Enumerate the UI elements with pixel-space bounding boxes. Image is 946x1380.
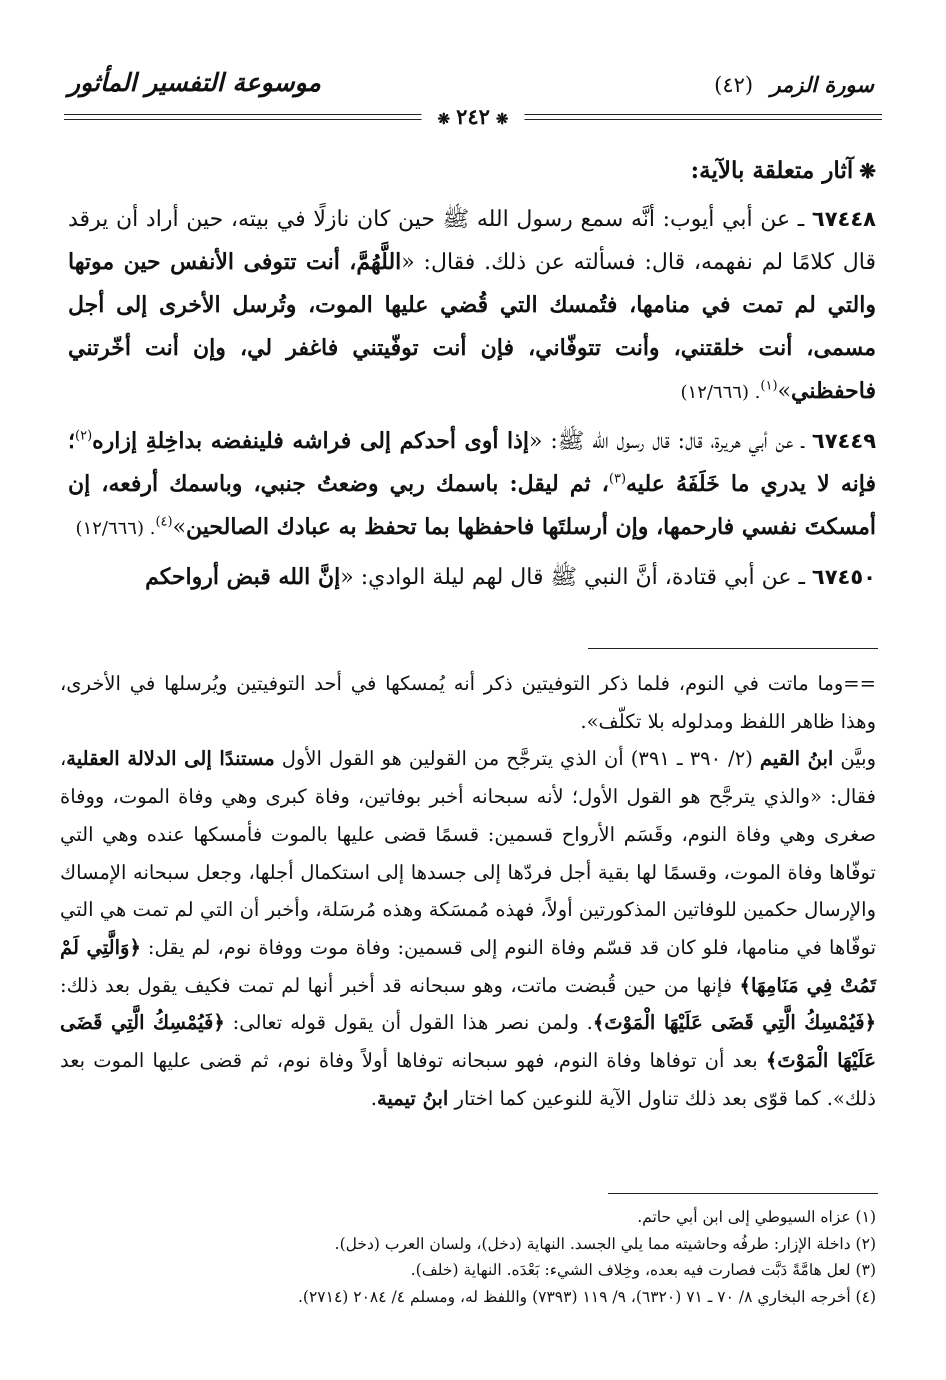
main-text bbox=[68, 150, 876, 605]
footnote: (٤) أخرجه البخاري ٨/ ٧٠ ـ ٧١ (٦٣٢٠)، ٩/ ١١٩ (٧٣٩٣) واللفظ له، ومسلم ٤/ ٢٠٨٤ (٢٧١٤). bbox=[298, 1287, 876, 1306]
note-paragraph: وبيَّن ابنُ القيم (٢/ ٣٩٠ ـ ٣٩١) أن الذي يترجَّح من القولين هو القول الأول مستندًا إلى الدلالة العقلية، فقال: «والذي يترجَّح هو القول الأول؛ لأنه سبحانه أخبر بوفاتين، وفاة كبرى وهي وفاة الموت، ووفاة صغرى وهي وفاة النوم، وقَسَم الأرواح قسمين: قسمًا قضى عليها بالموت فأمسكها عنده وهي التي توفّاها وفاة الموت، وقسمًا لها بقية أجل فردّها إلى جسدها إلى استكمال أجلها، وجعل سبحانه الإمساك والإرسال حكمين للوفاتين المذكورتين أولاً، فهذه مُمسَكة وهذه مُرسَلة، وأخبر أن التي لم تمت هي التي توفّاها في منامها، فلو كان قد قسّم وفاة النوم إلى قسمين: وفاة موت ووفاة نوم، لم يقل: ﴿وَالَّتِي لَمْ تَمُتْ فِي مَنَامِهَا﴾ فإنها من حين قُبضت ماتت، وهو سبحانه قد أخبر أنها لم تمت فكيف يقول بعد ذلك: ﴿فَيُمْسِكُ الَّتِي قَضَى عَلَيْهَا الْمَوْتَ﴾. ولمن نصر هذا القول أن يقول قوله تعالى: ﴿فَيُمْسِكُ الَّتِي قَضَى عَلَيْهَا الْمَوْتَ﴾ بعد أن توفاها وفاة النوم، فهو سبحانه توفاها أولاً وفاة نوم، ثم قضى عليها الموت بعد ذلك». كما قوّى بعد ذلك تناول الآية للنوعين كما اختار ابنُ تيمية. bbox=[60, 747, 876, 1110]
quran-quote: ﴿فَيُمْسِكُ الَّتِي قَضَى عَلَيْهَا الْمَوْتَ﴾ bbox=[60, 1011, 876, 1073]
notes-separator bbox=[588, 648, 878, 649]
quran-quote: ﴿فَيُمْسِكُ الَّتِي قَضَى عَلَيْهَا الْمَوْتَ﴾ bbox=[592, 1011, 876, 1035]
surah-name: سورة الزمر bbox=[770, 72, 874, 97]
note-paragraph: ==وما ماتت في النوم، فلما ذكر التوفيتين ذكر أنه يُمسكها في أحد التوفيتين ويُرسلها في الأخرى، وهذا ظاهر اللفظ ومدلوله بلا تكلّف». bbox=[60, 672, 876, 733]
footnote-marker: (٤) bbox=[155, 514, 173, 530]
ornament-icon: ❋ bbox=[437, 110, 451, 128]
commentary-notes bbox=[60, 665, 876, 1117]
source-ref: . (١٢/٦٦٦) bbox=[75, 518, 156, 539]
surah-label bbox=[714, 72, 874, 97]
footnote-separator bbox=[608, 1193, 878, 1194]
hadith-number: ٦٧٤٤٨ bbox=[811, 207, 876, 231]
hadith-number: ٦٧٤٥٠ bbox=[811, 565, 876, 589]
hadith-number: ٦٧٤٤٩ bbox=[811, 429, 877, 453]
footnote: (١) عزاه السيوطي إلى ابن أبي حاتم. bbox=[637, 1208, 876, 1226]
book-title: موسوعة التفسير المأثور bbox=[68, 68, 321, 97]
footnote-marker: (١) bbox=[760, 378, 778, 394]
footnote-marker: (٣) bbox=[608, 471, 627, 487]
source-ref: . (١٢/٦٦٦) bbox=[680, 382, 761, 403]
footnotes bbox=[70, 1204, 876, 1310]
footnote-marker: (٢) bbox=[75, 428, 93, 444]
scholar-name: ابنُ تيمية bbox=[376, 1086, 449, 1110]
ornament-icon: ❋ bbox=[495, 110, 509, 128]
hadith-entry: ٦٧٤٥٠ ـ عن أبي قتادة، أنَّ النبي ﷺ قال لهم ليلة الوادي: «إنَّ الله قبض أرواحكم bbox=[145, 564, 876, 590]
quran-quote: ﴿وَالَّتِي لَمْ تَمُتْ فِي مَنَامِهَا﴾ bbox=[60, 935, 876, 997]
hadith-entry: ٦٧٤٤٩ ـ عن أبي هريرة، قال: قال رسول الله ﷺ: «إذا أوى أحدكم إلى فراشه فلينفضه بداخِلةِ إزاره$^{(٢)}$؛ فإنه لا يدري ما خَلَفَهُ عليه$^{(٣)}$، ثم ليقل: باسمك ربي وضعتُ جنبي، وباسمك أرفعه، إن أمسكتَ نفسي فارحمها، وإن أرسلتَها فاحفظها بما تحفظ به عبادك الصالحين»$^{(٤)}$. (١٢/٦٦٦) bbox=[68, 428, 877, 540]
scholar-name: ابنُ القيم bbox=[759, 747, 834, 771]
section-title: ❋آثار متعلقة بالآية: bbox=[690, 157, 876, 184]
page-number: ❋٢٤٢❋ bbox=[422, 104, 525, 129]
flower-ornament-icon: ❋ bbox=[859, 159, 876, 183]
footnote: (٣) لعل هامَّةً دَبَّت فصارت فيه بعده، وخِلاف الشيء: بَعْدَه. النهاية (خلف). bbox=[410, 1261, 876, 1279]
footnote: (٢) داخلة الإزار: طرفُه وحاشيته مما يلي الجسد. النهاية (دخل)، ولسان العرب (دخل). bbox=[334, 1234, 876, 1253]
verse-ref: (٤٢) bbox=[714, 73, 754, 97]
hadith-entry: ٦٧٤٤٨ ـ عن أبي أيوب: أنَّه سمع رسول الله ﷺ حين كان نازلًا في بيته، حين أراد أن يرقد قال كلامًا لم نفهمه، قال: فسألته عن ذلك. فقال: «اللَّهُمَّ، أنت تتوفى الأنفس حين موتها والتي لم تمت في منامها، فتُمسك التي قُضي عليها الموت، وتُرسل الأخرى إلى أجل مسمى، أنت خلقتني، وأنت تتوفّاني، فإن أنت توفّيتني فاغفر لي، وإن أنت أخّرتني فاحفظني»$^{(١)}$. (١٢/٦٦٦) bbox=[68, 207, 876, 404]
